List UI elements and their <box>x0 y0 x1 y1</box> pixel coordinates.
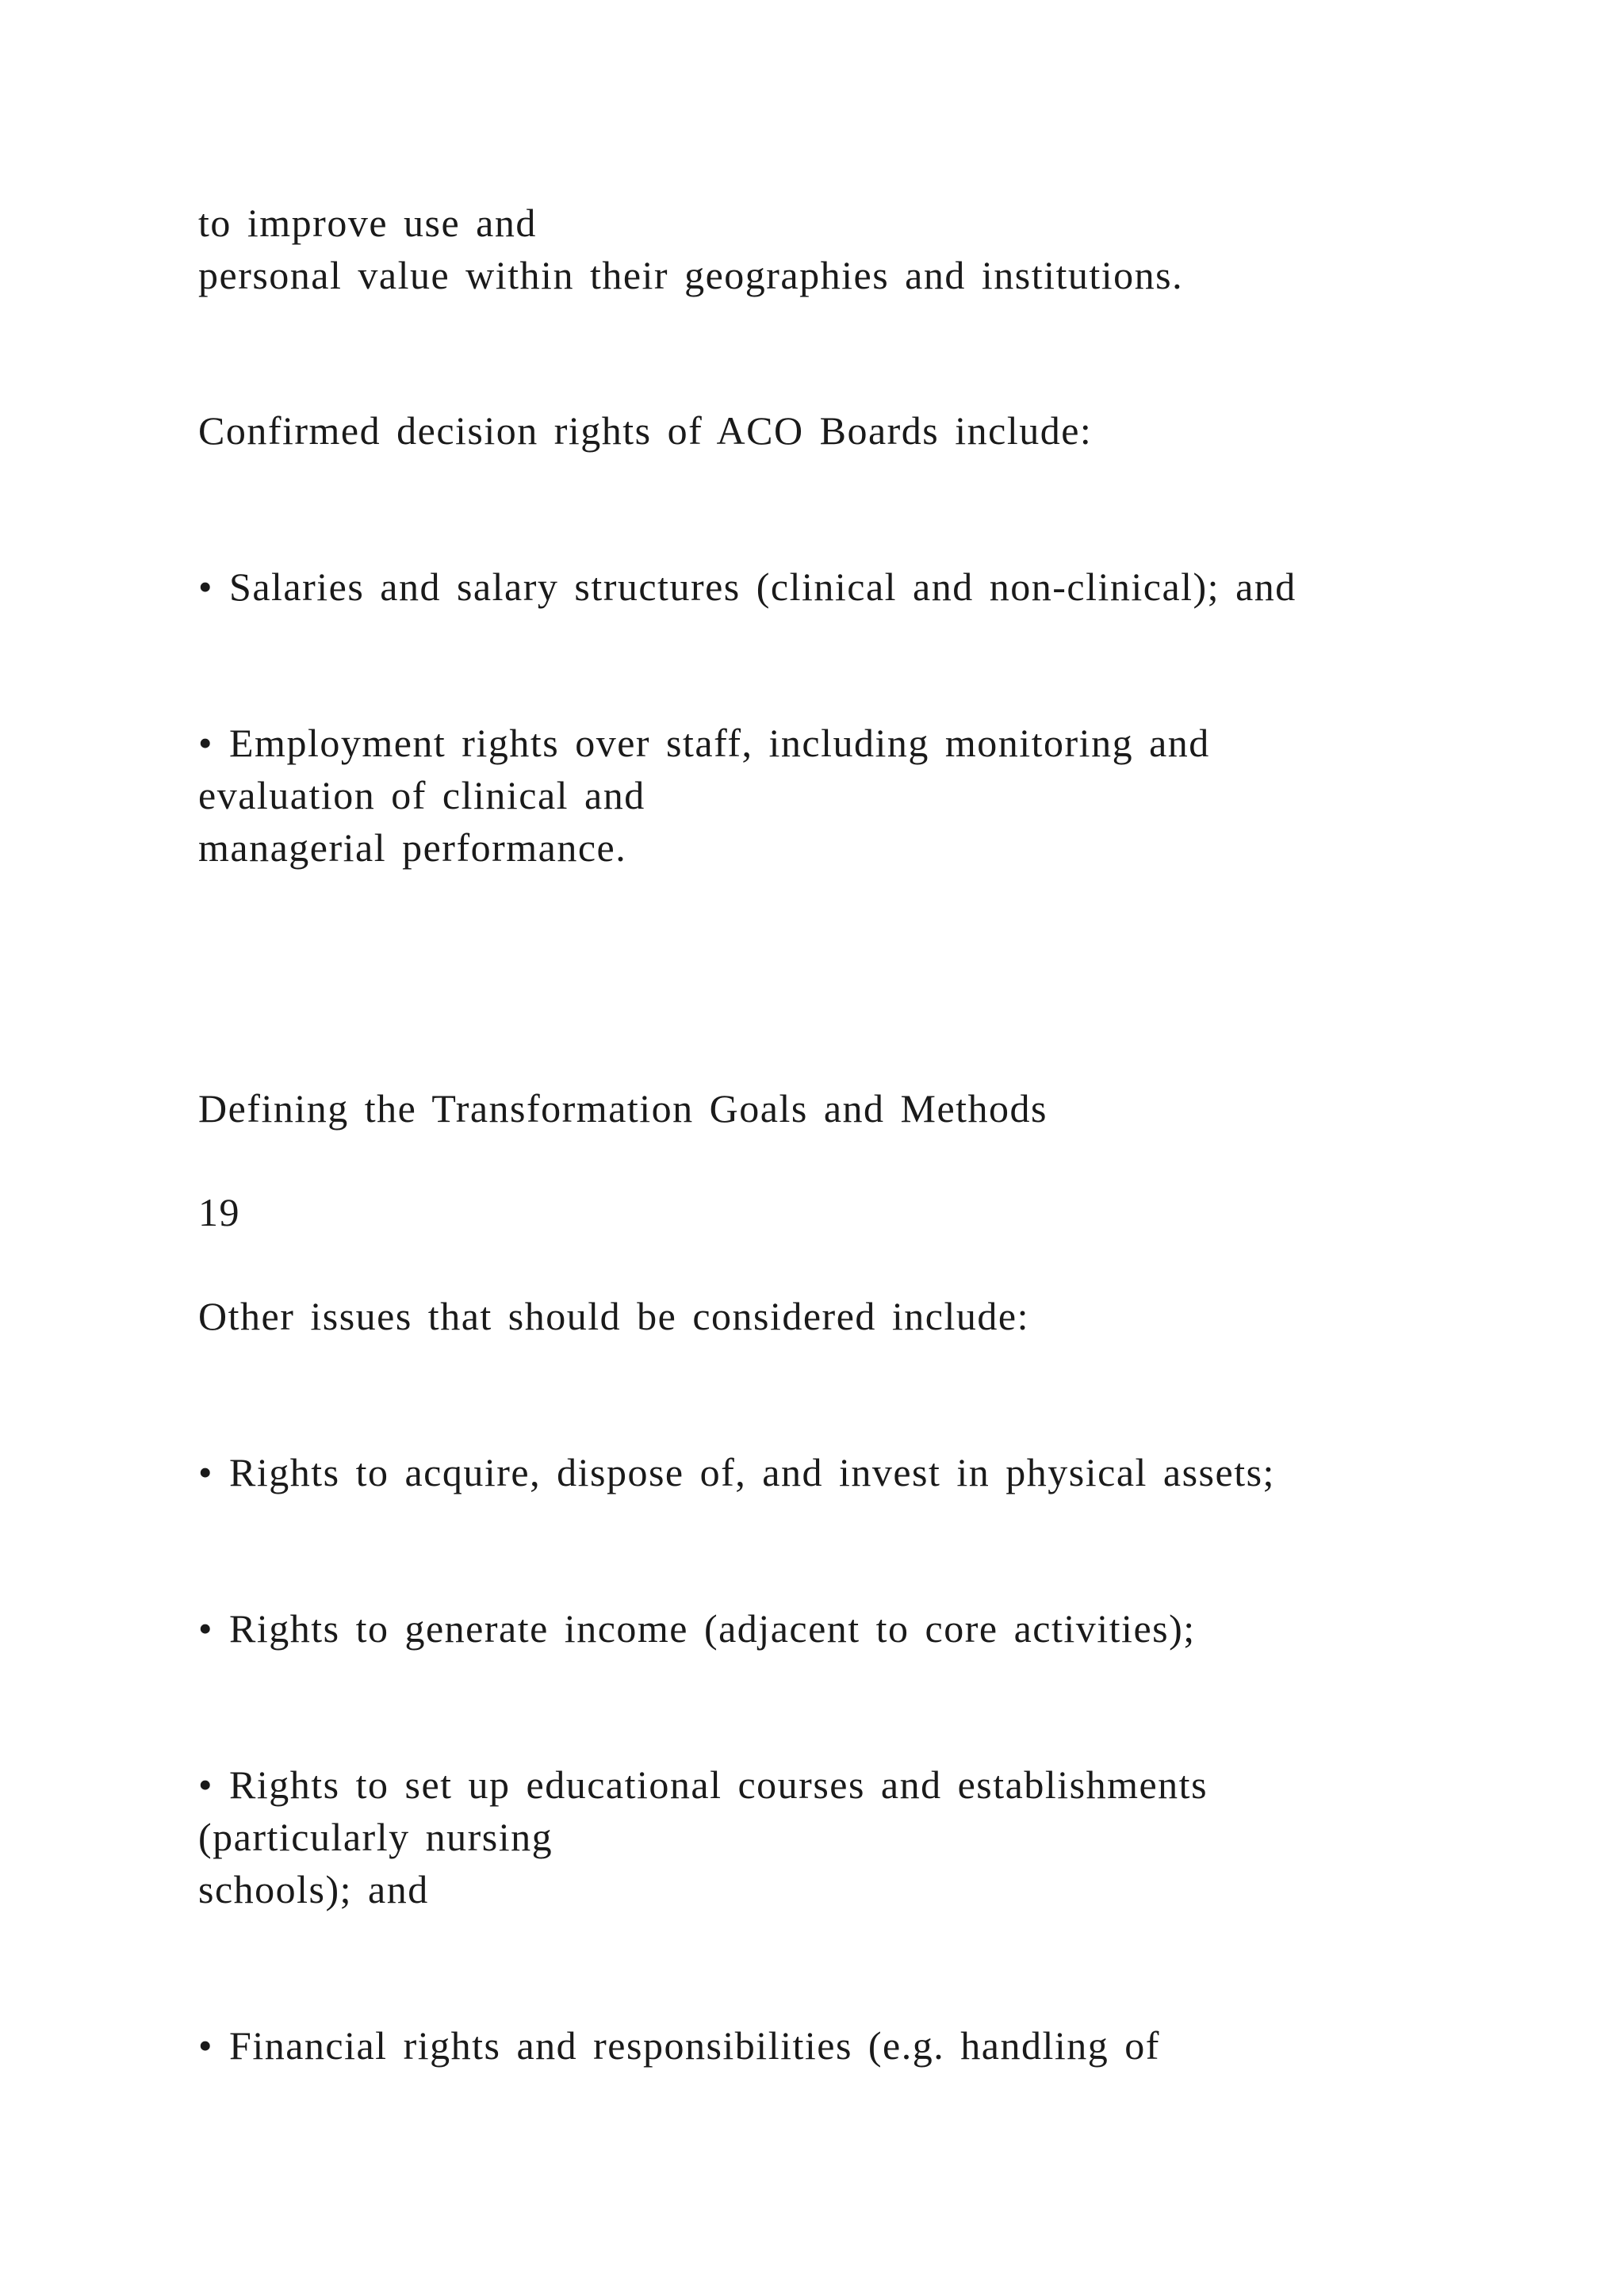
section-intro: Confirmed decision rights of ACO Boards include: <box>198 408 1093 453</box>
text-line: managerial performance. <box>198 825 627 870</box>
page-number: 19 <box>198 1190 240 1234</box>
text-line: to improve use and <box>198 201 537 245</box>
text-line: personal value within their geographies and institutions. <box>198 253 1184 297</box>
bullet-item: • Financial rights and responsibilities (e.g. handling of <box>198 2023 1160 2068</box>
text-line: (particularly nursing <box>198 1815 553 1859</box>
bullet-item: • Salaries and salary structures (clinical and non-clinical); and <box>198 564 1297 609</box>
text-line: evaluation of clinical and <box>198 773 645 817</box>
section-intro: Other issues that should be considered include: <box>198 1294 1029 1338</box>
running-header: Defining the Transformation Goals and Methods <box>198 1086 1048 1131</box>
bullet-item: • Employment rights over staff, including monitoring and <box>198 721 1210 765</box>
bullet-item: • Rights to set up educational courses and establishments <box>198 1762 1208 1807</box>
bullet-item: • Rights to acquire, dispose of, and invest in physical assets; <box>198 1450 1275 1494</box>
text-line: schools); and <box>198 1867 429 1911</box>
bullet-item: • Rights to generate income (adjacent to core activities); <box>198 1606 1196 1651</box>
